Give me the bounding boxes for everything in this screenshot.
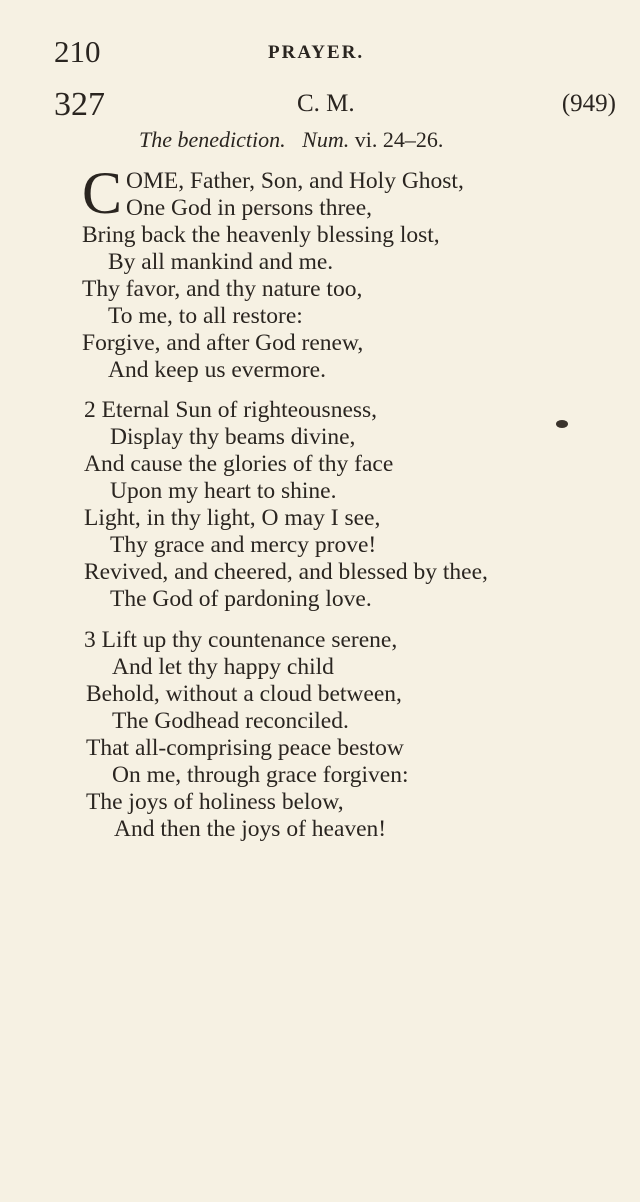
verse-line: Light, in thy light, O may I see,: [84, 505, 381, 531]
hymn-heading: [54, 86, 616, 128]
verse-line: Display thy beams divine,: [110, 424, 356, 450]
verse-line: One God in persons three,: [126, 195, 373, 221]
verse-line: And keep us evermore.: [108, 357, 326, 383]
page-header: [54, 34, 614, 74]
verse-line: Bring back the heavenly blessing lost,: [82, 222, 440, 248]
scripture-reference: [302, 127, 443, 152]
verse-line: On me, through grace forgiven:: [112, 762, 409, 788]
verse-line: The God of pardoning love.: [110, 586, 372, 612]
verse-line: And then the joys of heaven!: [114, 816, 387, 842]
verse-line: And cause the glories of thy face: [84, 451, 394, 477]
verse-line: Forgive, and after God renew,: [82, 330, 364, 356]
verse-line: The joys of holiness below,: [86, 789, 344, 815]
reference-book: Num.: [302, 127, 350, 152]
verse-line: The Godhead reconciled.: [112, 708, 349, 734]
verse-line: Thy favor, and thy nature too,: [82, 276, 363, 302]
reference-chapter-verse: vi. 24–26.: [354, 127, 444, 152]
hymn-meter: C. M.: [297, 90, 355, 117]
hymn-subtitle: [139, 127, 443, 153]
subtitle-title: The benediction.: [139, 127, 286, 152]
verse-line: That all-comprising peace bestow: [86, 735, 404, 761]
verse-line: And let thy happy child: [112, 654, 334, 680]
verse-line: Revived, and cheered, and blessed by thee,: [84, 559, 488, 585]
verse-line: Thy grace and mercy prove!: [110, 532, 377, 558]
verse-line: By all mankind and me.: [108, 249, 334, 275]
page-number: 210: [54, 34, 101, 69]
verse-line: To me, to all restore:: [108, 303, 303, 329]
verse-line: Behold, without a cloud between,: [86, 681, 402, 707]
hymn-alt-number: (949): [561, 90, 616, 117]
verse-line: 2 Eternal Sun of righteousness,: [84, 397, 378, 423]
hymn-number: 327: [54, 86, 105, 123]
verse-line: Upon my heart to shine.: [110, 478, 337, 504]
verse-line: OME, Father, Son, and Holy Ghost,: [126, 168, 464, 194]
verse-line: 3 Lift up thy countenance serene,: [84, 627, 398, 653]
ink-speck: [556, 420, 568, 428]
drop-cap: C: [82, 160, 123, 226]
running-head: PRAYER.: [268, 42, 365, 63]
